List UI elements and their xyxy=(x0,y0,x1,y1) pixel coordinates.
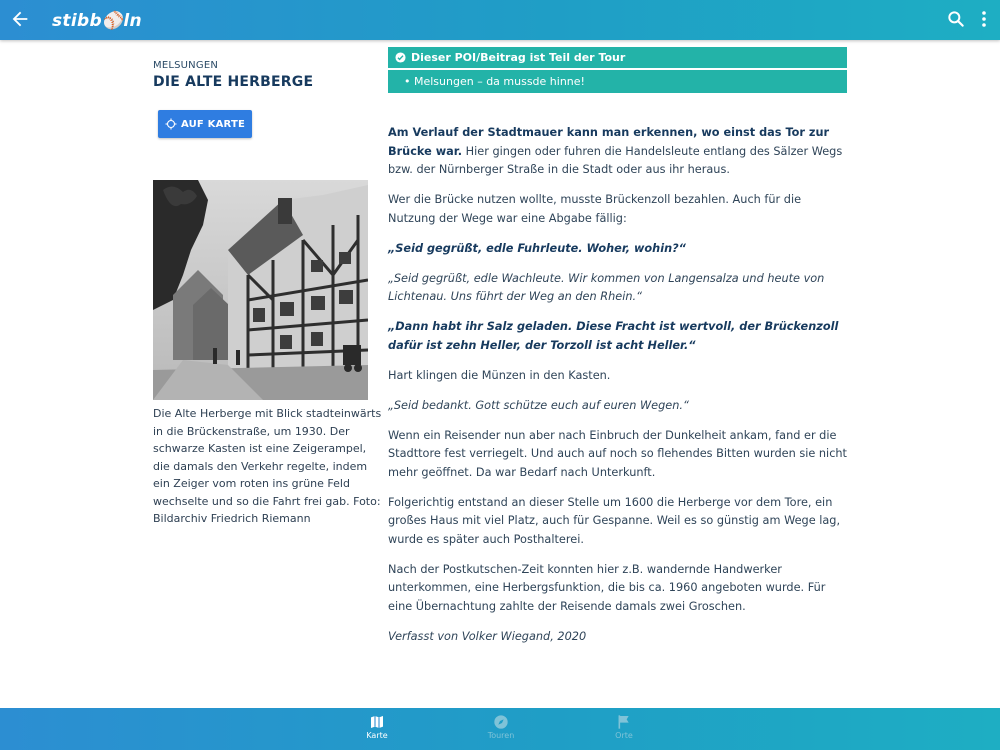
crosshair-icon xyxy=(165,118,177,130)
nav-item-karte[interactable] xyxy=(347,708,407,750)
map-icon xyxy=(369,714,385,730)
nav-label-karte: Karte xyxy=(366,731,388,740)
article-lead: Am Verlauf der Stadtmauer kann man erkennen, wo einst das Tor zur Brücke war. xyxy=(388,126,830,158)
poi-location: MELSUNGEN xyxy=(153,60,219,71)
tour-header-text: Dieser POI/Beitrag ist Teil der Tour xyxy=(411,51,626,64)
dialogue-line: „Seid gegrüßt, edle Fuhrleute. Woher, wohin?“ xyxy=(388,241,686,255)
show-on-map-button[interactable] xyxy=(158,110,252,138)
photo-caption: Die Alte Herberge mit Blick stadteinwärts in die Brückenstraße, um 1930. Der schwarze Kasten ist eine Zeigerampel, die damals den Verkehr regelte, indem ein Zeiger vom roten ins grüne Feld wechselte und so die Fahrt frei gab. Foto: Bildarchiv Friedrich Riemann xyxy=(153,407,382,525)
historic-street-photo[interactable] xyxy=(153,180,368,400)
article-paragraph xyxy=(388,124,848,180)
tour-link[interactable]: • Melsungen – da mussde hinne! xyxy=(388,70,847,93)
article-paragraph: Folgerichtig entstand an dieser Stelle um 1600 die Herberge vor dem Tore, ein großes Haus mit viel Platz, auch für Gespanne. Weil es so günstig am Wege lag, wurde es später auch Posthalterei. xyxy=(388,495,841,546)
more-vert-icon[interactable] xyxy=(976,9,992,29)
nav-item-orte[interactable] xyxy=(594,708,654,750)
back-arrow-icon[interactable] xyxy=(9,8,31,30)
tour-header xyxy=(388,47,847,68)
dialogue-line: „Seid bedankt. Gott schütze euch auf euren Wegen.“ xyxy=(388,398,689,412)
dialogue-line: „Seid gegrüßt, edle Wachleute. Wir kommen von Langensalza und heute von Lichtenau. Uns führt der Weg an den Rhein.“ xyxy=(388,271,825,303)
check-circle-icon xyxy=(395,52,406,63)
compass-icon xyxy=(493,714,509,730)
poi-title: DIE ALTE HERBERGE xyxy=(153,74,314,90)
article-paragraph: Hart klingen die Münzen in den Kasten. xyxy=(388,368,611,382)
article-paragraph: Wer die Brücke nutzen wollte, musste Brückenzoll bezahlen. Auch für die Nutzung der Wege war eine Abgabe fällig: xyxy=(388,193,802,225)
show-on-map-label: AUF KARTE xyxy=(180,118,246,130)
poi-sidebar xyxy=(153,60,383,525)
search-icon[interactable] xyxy=(946,9,966,29)
dialogue-line: „Dann habt ihr Salz geladen. Diese Fracht ist wertvoll, der Brückenzoll dafür ist zehn Heller, der Torzoll ist acht Heller.“ xyxy=(388,320,839,352)
nav-label-touren: Touren xyxy=(487,731,515,740)
nav-item-touren[interactable] xyxy=(471,708,531,750)
flag-icon xyxy=(616,714,632,730)
tour-info-box xyxy=(388,47,847,93)
article-author: Verfasst von Volker Wiegand, 2020 xyxy=(388,629,587,643)
app-logo: stibb⚾ln xyxy=(52,11,142,31)
article-body xyxy=(388,124,848,658)
article-paragraph: Nach der Postkutschen-Zeit konnten hier z.B. wandernde Handwerker unterkommen, eine Herbergsfunktion, die bis ca. 1960 angeboten wurde. Für eine Übernachtung zahlte der Reisende damals zwei Groschen. xyxy=(388,562,826,613)
app-bar xyxy=(0,0,1000,40)
article-paragraph: Wenn ein Reisender nun aber nach Einbruch der Dunkelheit ankam, fand er die Stadttore fest verriegelt. Und auch auf noch so flehendes Bitten wurden sie nicht mehr geöffnet. Da war Bedarf nach Unterkunft. xyxy=(388,428,847,479)
bottom-navigation xyxy=(0,708,1000,750)
article-lead-rest: Hier gingen oder fuhren die Handelsleute entlang des Sälzer Wegs bzw. der Nürnberger Straße in die Stadt oder aus ihr heraus. xyxy=(388,144,843,176)
nav-label-orte: Orte xyxy=(615,731,633,740)
